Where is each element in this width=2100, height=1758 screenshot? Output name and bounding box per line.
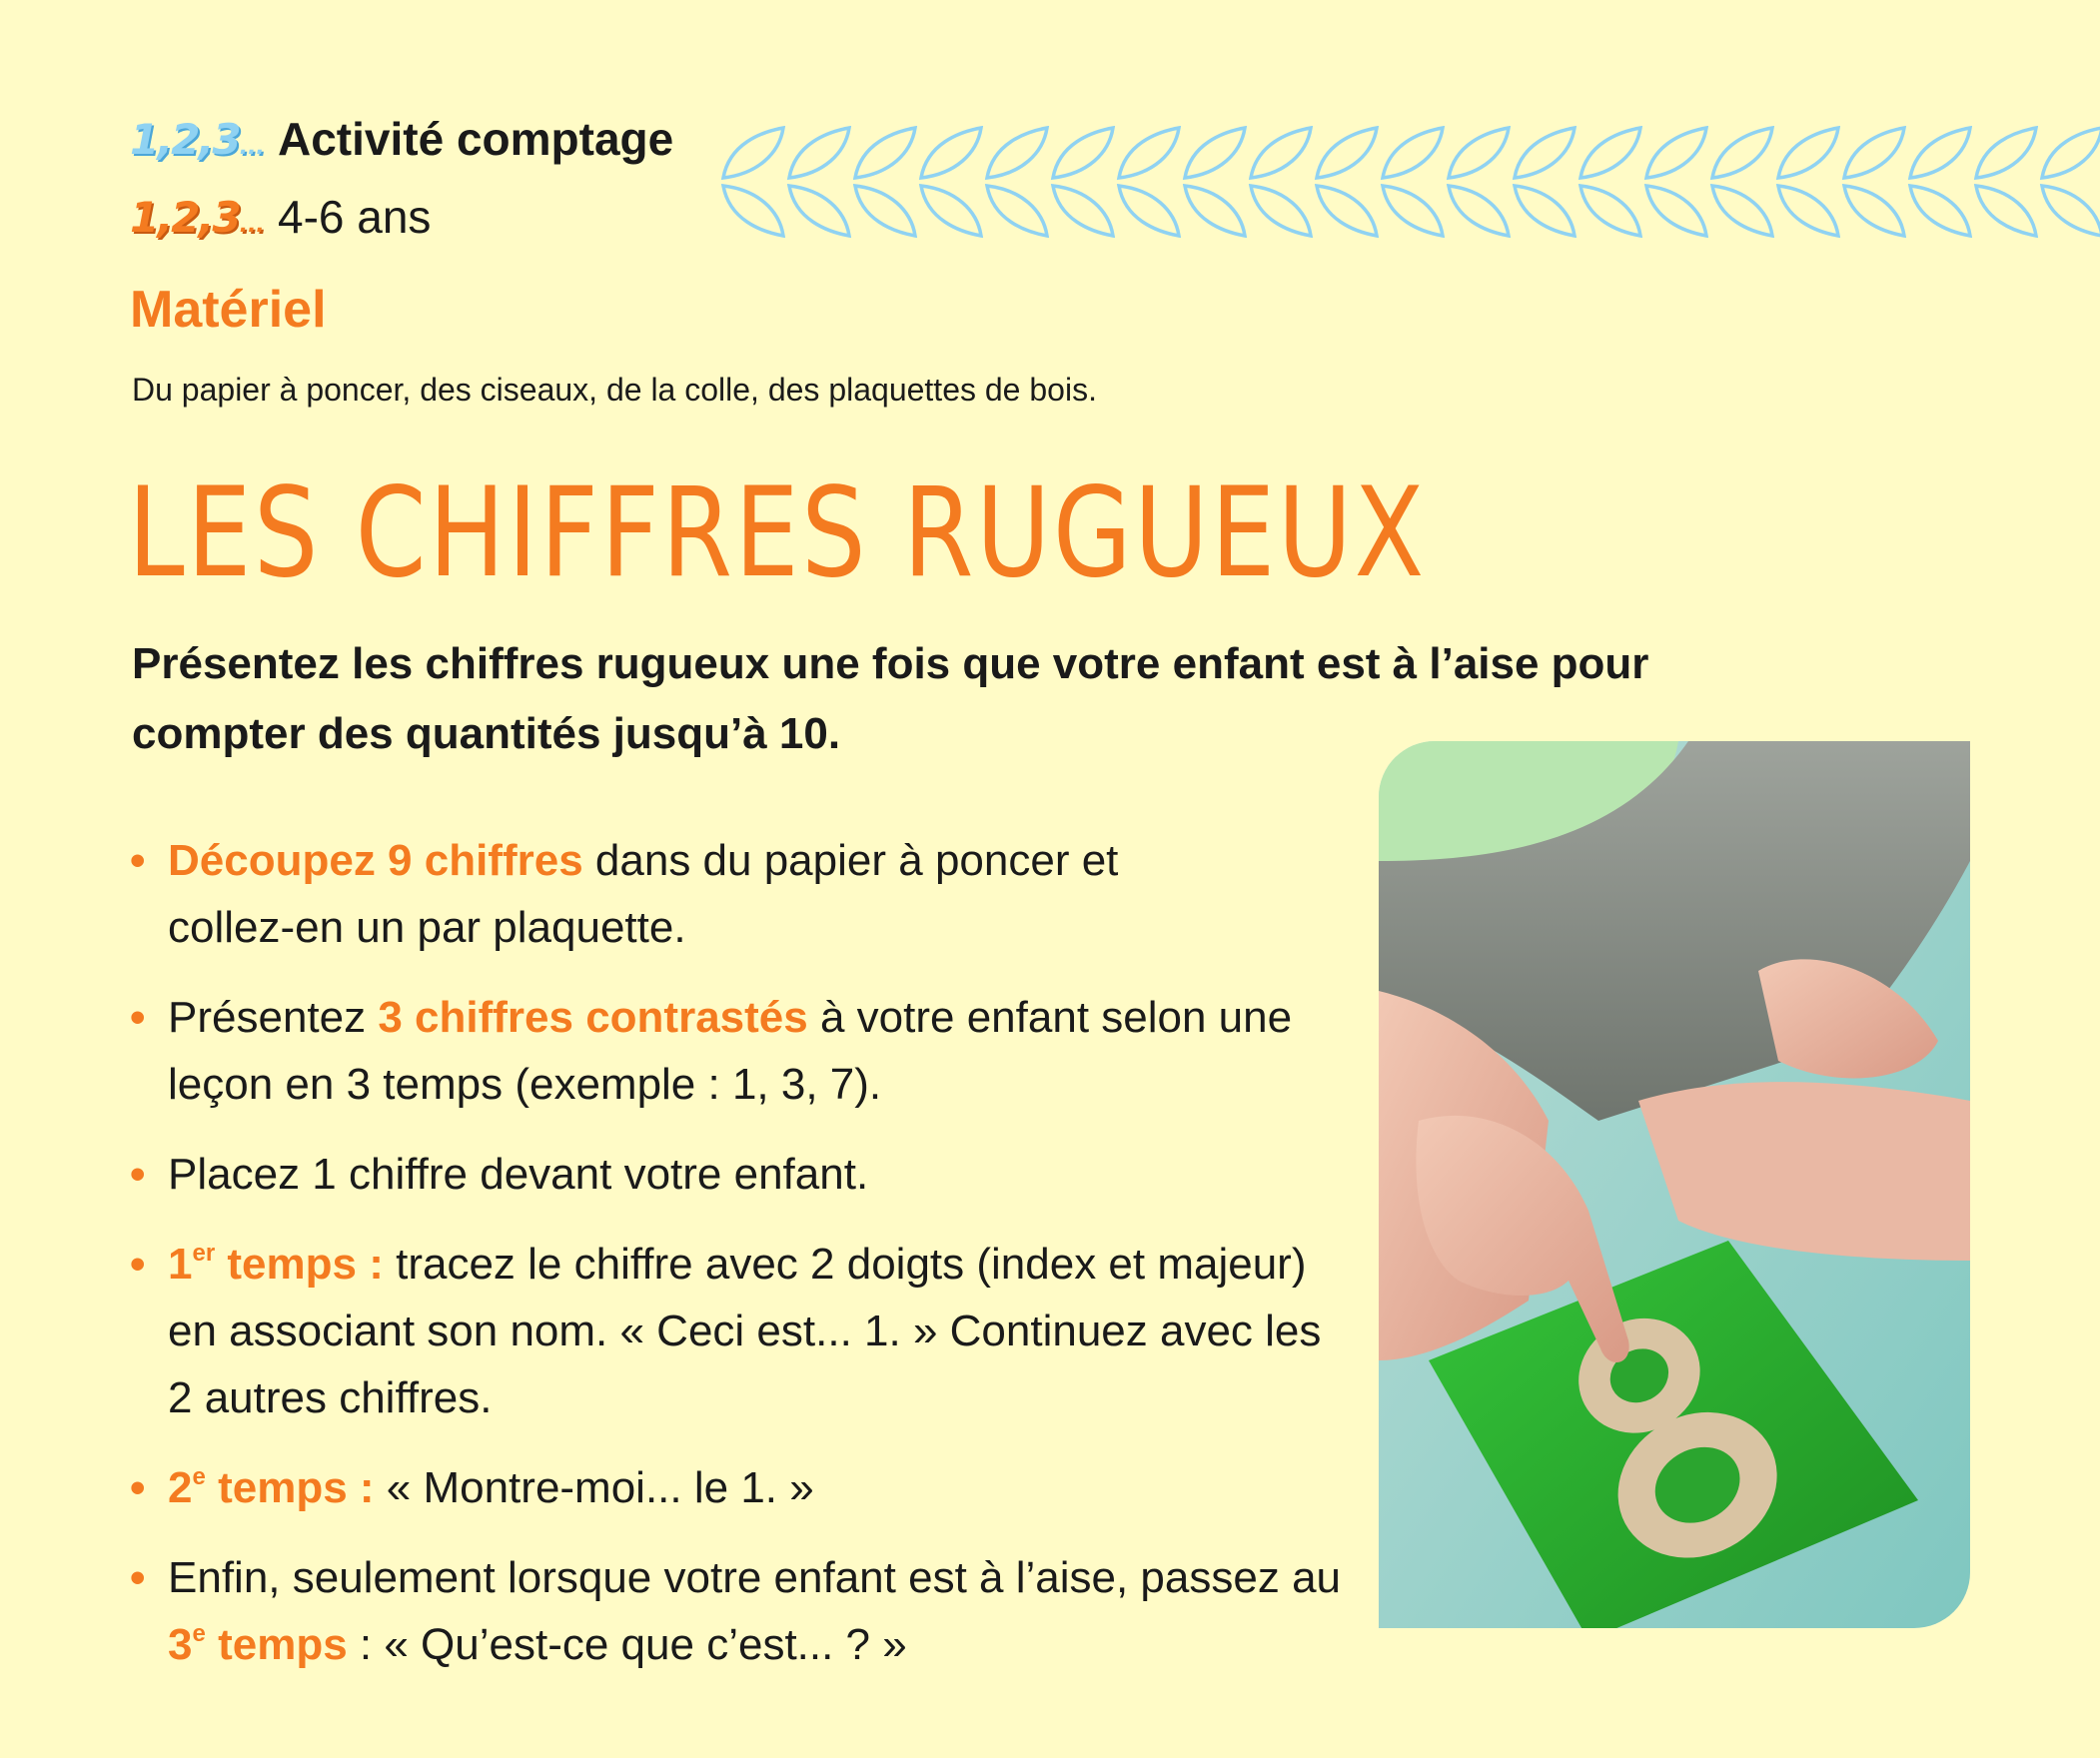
bullet-icon: • bbox=[130, 836, 146, 885]
bullet-icon: • bbox=[130, 1240, 146, 1289]
activity-label: Activité comptage bbox=[278, 113, 674, 165]
leaf-icon bbox=[789, 128, 849, 236]
activity-row bbox=[130, 112, 673, 166]
step-item: • Placez 1 chiffre devant votre enfant. bbox=[130, 1141, 1389, 1208]
intro-text: Présentez les chiffres rugueux une fois que votre enfant est à l’aise pour compter des quantités jusqu’à 10. bbox=[132, 639, 1649, 758]
counting-icon: 1,2,3... bbox=[130, 114, 265, 164]
bullet-icon: • bbox=[130, 993, 146, 1042]
step-item: • Présentez 3 chiffres contrastés à votre enfant selon une leçon en 3 temps (exemple : 1, 3, 7). bbox=[130, 984, 1387, 1118]
step-item: • Découpez 9 chiffres dans du papier à poncer et collez-en un par plaquette. bbox=[130, 827, 1227, 961]
leaf-garland-decoration bbox=[721, 126, 2100, 238]
leaf-icon bbox=[1580, 128, 1640, 236]
photo-child-tracing-number bbox=[1379, 741, 1970, 1628]
leaf-icon bbox=[1712, 128, 1772, 236]
bullet-icon: • bbox=[130, 1463, 146, 1512]
leaf-icon bbox=[1646, 128, 1706, 236]
leaf-icon bbox=[723, 128, 783, 236]
leaf-icon bbox=[987, 128, 1047, 236]
leaf-icon bbox=[1317, 128, 1377, 236]
leaf-icon bbox=[1515, 128, 1575, 236]
leaf-icon bbox=[2042, 128, 2100, 236]
page-title: LES CHIFFRES RUGUEUX bbox=[128, 461, 1427, 605]
leaf-icon bbox=[1778, 128, 1838, 236]
materiel-title: Matériel bbox=[130, 281, 327, 339]
steps-list bbox=[130, 827, 1389, 1701]
leaf-icon bbox=[1119, 128, 1179, 236]
bullet-icon: • bbox=[130, 1150, 146, 1199]
leaf-icon bbox=[1185, 128, 1245, 236]
materiel-text: Du papier à poncer, des ciseaux, de la colle, des plaquettes de bois. bbox=[132, 372, 1097, 408]
leaf-icon bbox=[1844, 128, 1904, 236]
age-label: 4-6 ans bbox=[278, 191, 432, 243]
leaf-icon bbox=[1251, 128, 1311, 236]
leaf-icon bbox=[921, 128, 981, 236]
leaf-icon bbox=[1449, 128, 1509, 236]
counting-icon-orange: 1,2,3... bbox=[130, 192, 265, 242]
leaf-icon bbox=[1910, 128, 1970, 236]
step-item: • 1er temps : tracez le chiffre avec 2 doigts (index et majeur) en associant son nom. « Ceci est... 1. » Continuez avec les 2 autres chiffres. bbox=[130, 1231, 1327, 1431]
leaf-icon bbox=[855, 128, 915, 236]
leaf-icon bbox=[1053, 128, 1113, 236]
leaf-icon bbox=[1383, 128, 1443, 236]
bullet-icon: • bbox=[130, 1553, 146, 1602]
step-item: • 2e temps : « Montre-moi... le 1. » bbox=[130, 1454, 1389, 1521]
step-item: • Enfin, seulement lorsque votre enfant est à l’aise, passez au 3e temps : « Qu’est-ce que c’est... ? » bbox=[130, 1544, 1347, 1678]
age-row bbox=[130, 190, 431, 244]
leaf-icon bbox=[1976, 128, 2036, 236]
